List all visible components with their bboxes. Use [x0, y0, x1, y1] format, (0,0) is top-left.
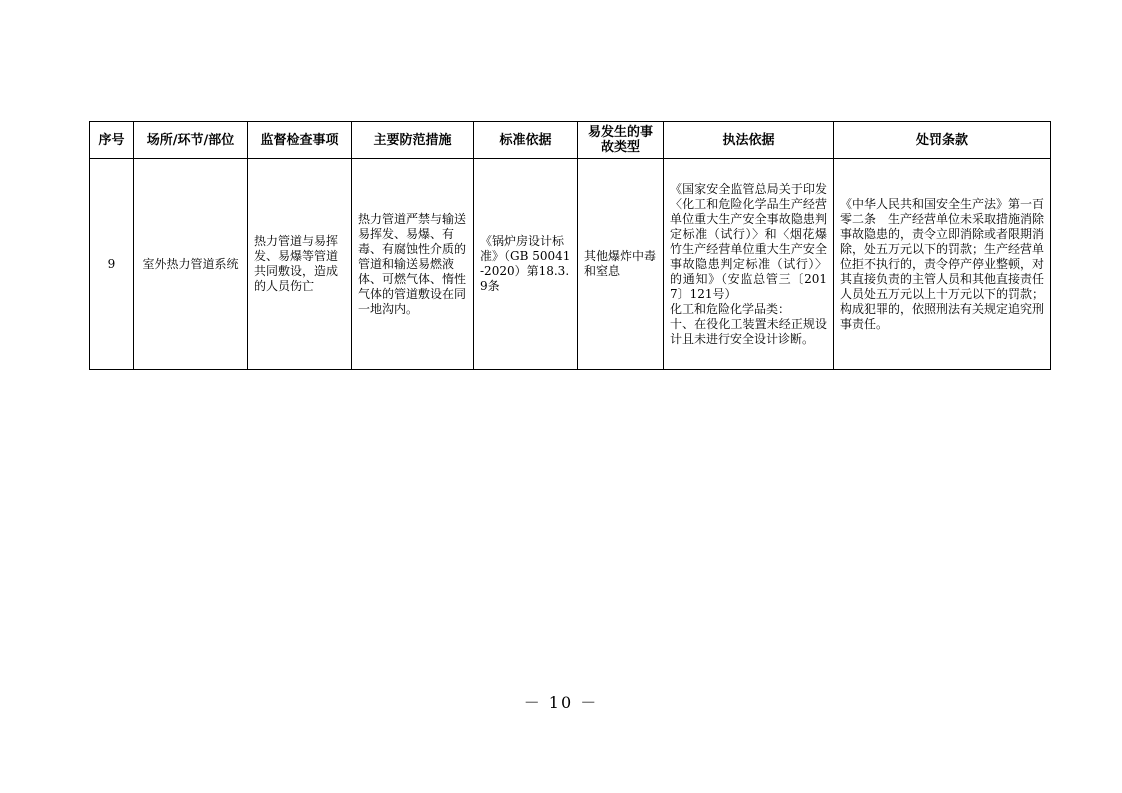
- header-location: 场所/环节/部位: [134, 122, 248, 159]
- cell-standard: 《锅炉房设计标准》（GB 50041 -2020）第18.3.9条: [474, 159, 578, 370]
- header-law-basis: 执法依据: [664, 122, 834, 159]
- cell-seq: 9: [90, 159, 134, 370]
- cell-law-basis: [664, 159, 834, 370]
- header-inspection-item: 监督检查事项: [248, 122, 352, 159]
- cell-accident-type: 其他爆炸中毒和窒息: [578, 159, 664, 370]
- header-prevention: 主要防范措施: [352, 122, 474, 159]
- header-accident-type: 易发生的事故类型: [578, 122, 664, 159]
- cell-prevention: 热力管道严禁与输送易挥发、易爆、有毒、有腐蚀性介质的管道和输送易燃液体、可燃气体、惰性气体的管道敷设在同一地沟内。: [352, 159, 474, 370]
- inspection-table: [89, 121, 1051, 370]
- header-standard: 标准依据: [474, 122, 578, 159]
- page-number: － 10 －: [523, 693, 599, 712]
- table-header-row: [90, 122, 1051, 159]
- table-row: [90, 159, 1051, 370]
- law-basis-notice: 《国家安全监管总局关于印发〈化工和危险化学品生产经营单位重大生产安全事故隐患判定标准（试行）〉和〈烟花爆竹生产经营单位重大生产安全事故隐患判定标准（试行）〉的通知》（安监总管三〔2017〕121号）: [670, 181, 827, 301]
- header-penalty: 处罚条款: [834, 122, 1051, 159]
- cell-penalty: 《中华人民共和国安全生产法》第一百零二条 生产经营单位未采取措施消除事故隐患的，责令立即消除或者限期消除，处五万元以下的罚款；生产经营单位拒不执行的，责令停产停业整顿，对其直接负责的主管人员和其他直接责任人员处五万元以上十万元以下的罚款；构成犯罪的，依照刑法有关规定追究刑事责任。: [834, 159, 1051, 370]
- cell-inspection-item: 热力管道与易挥发、易爆等管道共同敷设，造成的人员伤亡: [248, 159, 352, 370]
- law-basis-category: 化工和危险化学品类：: [670, 301, 791, 316]
- cell-location: 室外热力管道系统: [134, 159, 248, 370]
- law-basis-item: 十、在役化工装置未经正规设计且未进行安全设计诊断。: [670, 316, 827, 346]
- header-seq: 序号: [90, 122, 134, 159]
